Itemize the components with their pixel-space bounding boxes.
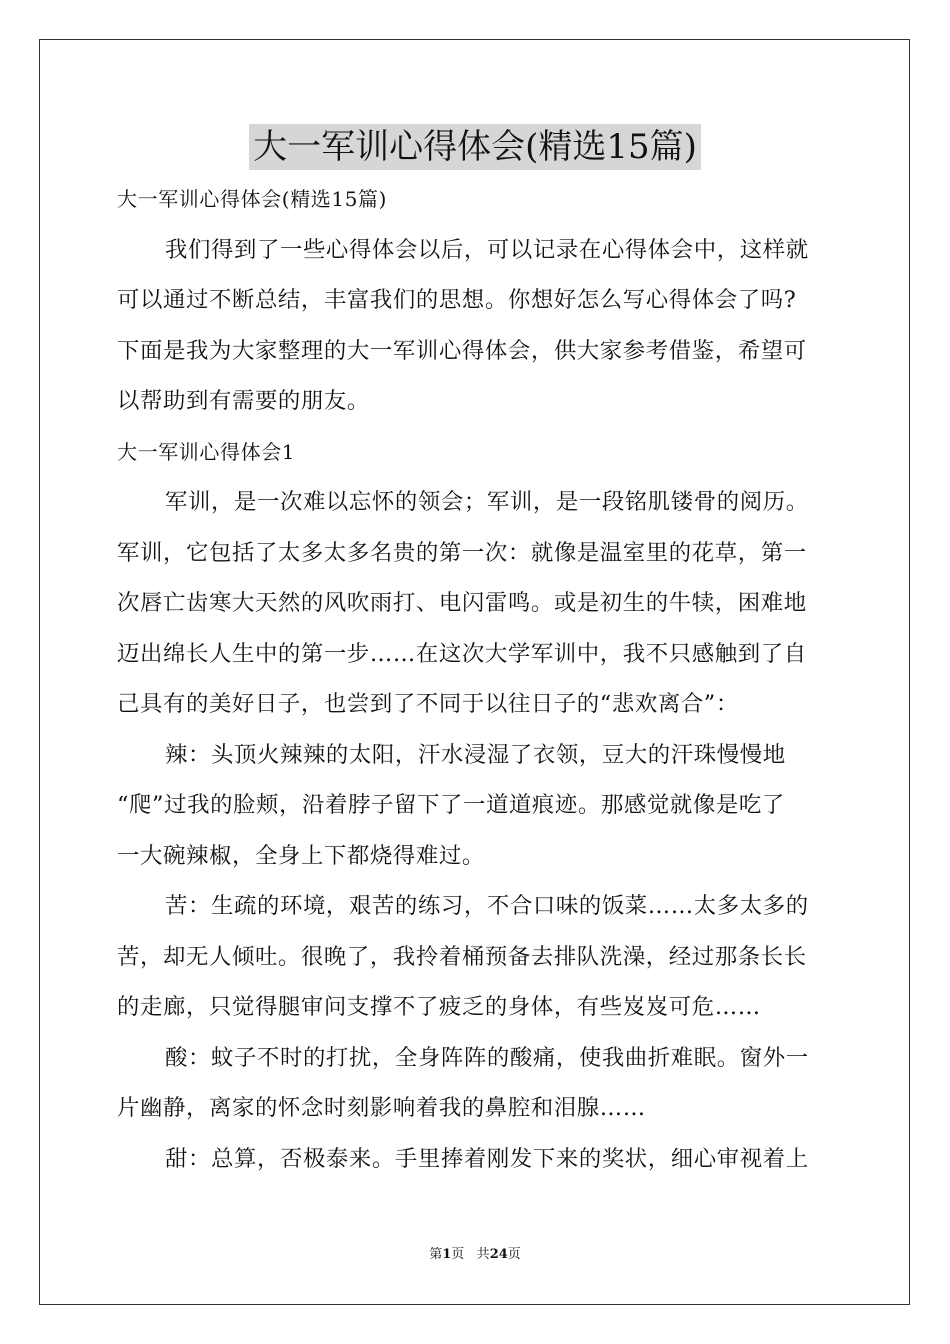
document-body: [117, 174, 833, 1184]
paragraph-line: 己具有的美好日子，也尝到了不同于以往日子的“悲欢离合”：: [117, 691, 739, 717]
paragraph-line: 军训，它包括了太多太多名贵的第一次：就像是温室里的花草，第一: [117, 539, 807, 566]
intro-line: 以帮助到有需要的朋友。: [117, 388, 370, 414]
page-footer: [0, 1246, 950, 1264]
paragraph-line: 一大碗辣椒，全身上下都烧得难过。: [117, 842, 485, 869]
total-prefix: 共: [476, 1247, 490, 1262]
section-heading: 大一军训心得体会1: [117, 439, 296, 464]
document-title: 大一军训心得体会(精选15篇): [249, 124, 701, 170]
paragraph-line: 片幽静，离家的怀念时刻影响着我的鼻腔和泪腺……: [117, 1095, 646, 1121]
paragraph-line: 军训，是一次难以忘怀的领会；军训，是一段铭肌镂骨的阅历。: [165, 489, 809, 515]
paragraph-line: “爬”过我的脸颊，沿着脖子留下了一道道痕迹。那感觉就像是吃了: [117, 792, 785, 818]
paragraph-line: 苦，却无人倾吐。很晚了，我拎着桶预备去排队洗澡，经过那条长长: [117, 943, 807, 970]
page-number: 1: [442, 1247, 452, 1262]
intro-line: 下面是我为大家整理的大一军训心得体会，供大家参考借鉴，希望可: [117, 337, 807, 364]
paragraph-line: 苦：生疏的环境，艰苦的练习，不合口味的饭菜……太多太多的: [165, 893, 809, 919]
page-suffix: 页: [451, 1247, 465, 1262]
title-container: [0, 124, 950, 170]
intro-line: 我们得到了一些心得体会以后，可以记录在心得体会中，这样就: [165, 236, 809, 263]
total-pages: 24: [489, 1247, 508, 1262]
paragraph-line: 的走廊，只觉得腿审问支撑不了疲乏的身体，有些岌岌可危……: [117, 994, 761, 1020]
paragraph-line: 酸：蚊子不时的打扰，全身阵阵的酸痛，使我曲折难眠。窗外一: [165, 1044, 809, 1071]
paragraph-line: 迈出绵长人生中的第一步……在这次大学军训中，我不只感触到了自: [117, 640, 807, 667]
subtitle: 大一军训心得体会(精选15篇): [117, 187, 388, 211]
paragraph-line: 甜：总算，否极泰来。手里捧着刚发下来的奖状，细心审视着上: [165, 1145, 809, 1172]
page-prefix: 第: [429, 1247, 443, 1262]
intro-line: 可以通过不断总结，丰富我们的思想。你想好怎么写心得体会了吗?: [117, 287, 797, 313]
paragraph-line: 辣：头顶火辣辣的太阳，汗水浸湿了衣领，豆大的汗珠慢慢地: [165, 741, 786, 768]
paragraph-line: 次唇亡齿寒大天然的风吹雨打、电闪雷鸣。或是初生的牛犊，困难地: [117, 590, 807, 616]
total-suffix: 页: [507, 1247, 521, 1262]
